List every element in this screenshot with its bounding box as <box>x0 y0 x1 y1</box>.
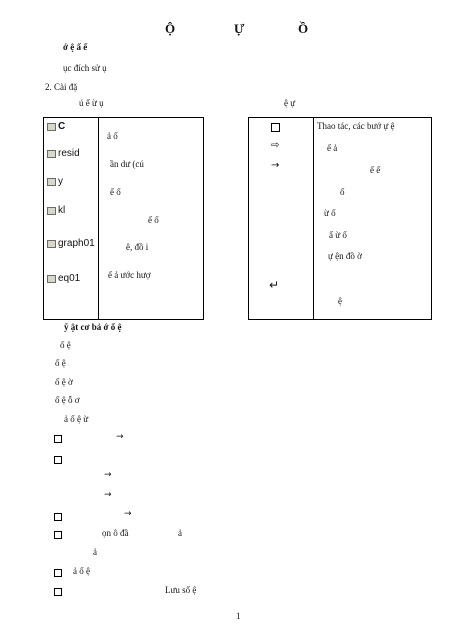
technique-line: ố ệ <box>55 358 66 368</box>
checkbox-icon <box>54 456 62 464</box>
technique-line: ố ệ <box>60 340 71 350</box>
object-row-c <box>47 121 65 132</box>
object-y-icon <box>47 178 56 186</box>
section-2-heading: 2. Cài đặ <box>45 82 78 92</box>
title-part-1: Ộ <box>165 21 176 36</box>
operation-line: ố <box>340 187 345 197</box>
checkbox-icon <box>54 531 62 539</box>
technique-line: ả ố ệ <box>73 566 90 576</box>
technique-line: ố ệ ờ <box>55 377 73 387</box>
intro-line-1: ớ ệ ấ ể <box>63 42 88 52</box>
left-table-caption: ú ể ừ ụ <box>79 98 104 108</box>
arrow-right-icon: → <box>271 160 280 171</box>
operations-table <box>248 117 432 320</box>
operations-header: Thao tác, các bướ ự ệ <box>317 121 395 131</box>
object-description: ả ố <box>107 131 118 141</box>
object-graph01-icon <box>47 240 56 248</box>
technique-line: ố ệ ỗ ơ <box>55 395 80 405</box>
object-row-resid <box>47 148 80 159</box>
arrow-right-icon: → <box>104 470 112 480</box>
object-label: graph01 <box>58 238 95 249</box>
technique-line: ả ố ệ ừ <box>64 414 89 424</box>
operation-line: ừ ố <box>324 208 336 218</box>
title-part-3: Ồ <box>298 21 309 36</box>
arrow-right-icon: → <box>124 509 132 519</box>
arrow-right-icon: → <box>104 490 112 500</box>
object-description: ế ả ước hượ <box>108 270 151 280</box>
object-eq01-icon <box>47 275 56 283</box>
arrow-right-icon: → <box>116 432 124 442</box>
object-description: ê, đồ i <box>126 242 149 252</box>
object-kl-icon <box>47 207 56 215</box>
return-arrow-icon: ↵ <box>269 278 280 292</box>
operation-line: ự ện đồ ờ <box>328 251 362 261</box>
checkbox-icon <box>54 588 62 596</box>
object-row-graph01 <box>47 238 95 249</box>
operation-line: ế ế <box>370 165 381 175</box>
object-label: eq01 <box>58 273 81 284</box>
checkbox-icon <box>54 435 62 443</box>
double-arrow-icon: ⇨ <box>271 140 280 151</box>
page-number: 1 <box>236 611 241 621</box>
basic-techniques-heading: ỹ ật cơ bả ớ ổ ệ <box>64 322 122 332</box>
object-label: y <box>58 176 63 187</box>
operation-line: ẩ ừ ố <box>329 230 347 240</box>
workfile-objects-table <box>43 117 204 320</box>
indented-line: ả <box>93 547 97 557</box>
object-resid-icon <box>47 150 56 158</box>
object-row-y <box>47 176 63 187</box>
table-divider <box>313 118 314 319</box>
intro-line-2: ục đích sử ụ <box>63 63 107 73</box>
object-description: ần dư (cú <box>110 159 144 169</box>
object-row-kl <box>47 205 65 216</box>
operation-line: ệ <box>338 296 342 306</box>
box-icon <box>271 123 280 135</box>
object-label: C <box>58 121 66 132</box>
object-description: ế ố <box>110 187 121 197</box>
right-table-caption: ệ ự <box>284 98 296 108</box>
table-divider <box>98 118 99 319</box>
object-row-eq01 <box>47 273 80 284</box>
object-c-icon <box>47 123 56 131</box>
checkbox-icon <box>54 569 62 577</box>
object-label: kl <box>58 205 66 216</box>
title-part-2: Ự <box>234 21 245 36</box>
select-first-cell-line: ọn ô đầ <box>102 528 129 538</box>
checkbox-icon <box>54 513 62 521</box>
save-workbook-line: Lưu sổ ệ <box>165 585 197 595</box>
object-label: resid <box>58 148 80 159</box>
object-description: ế ố <box>148 215 159 225</box>
select-first-cell-tail: ả <box>178 528 182 538</box>
operation-line: ế ả <box>327 143 338 153</box>
